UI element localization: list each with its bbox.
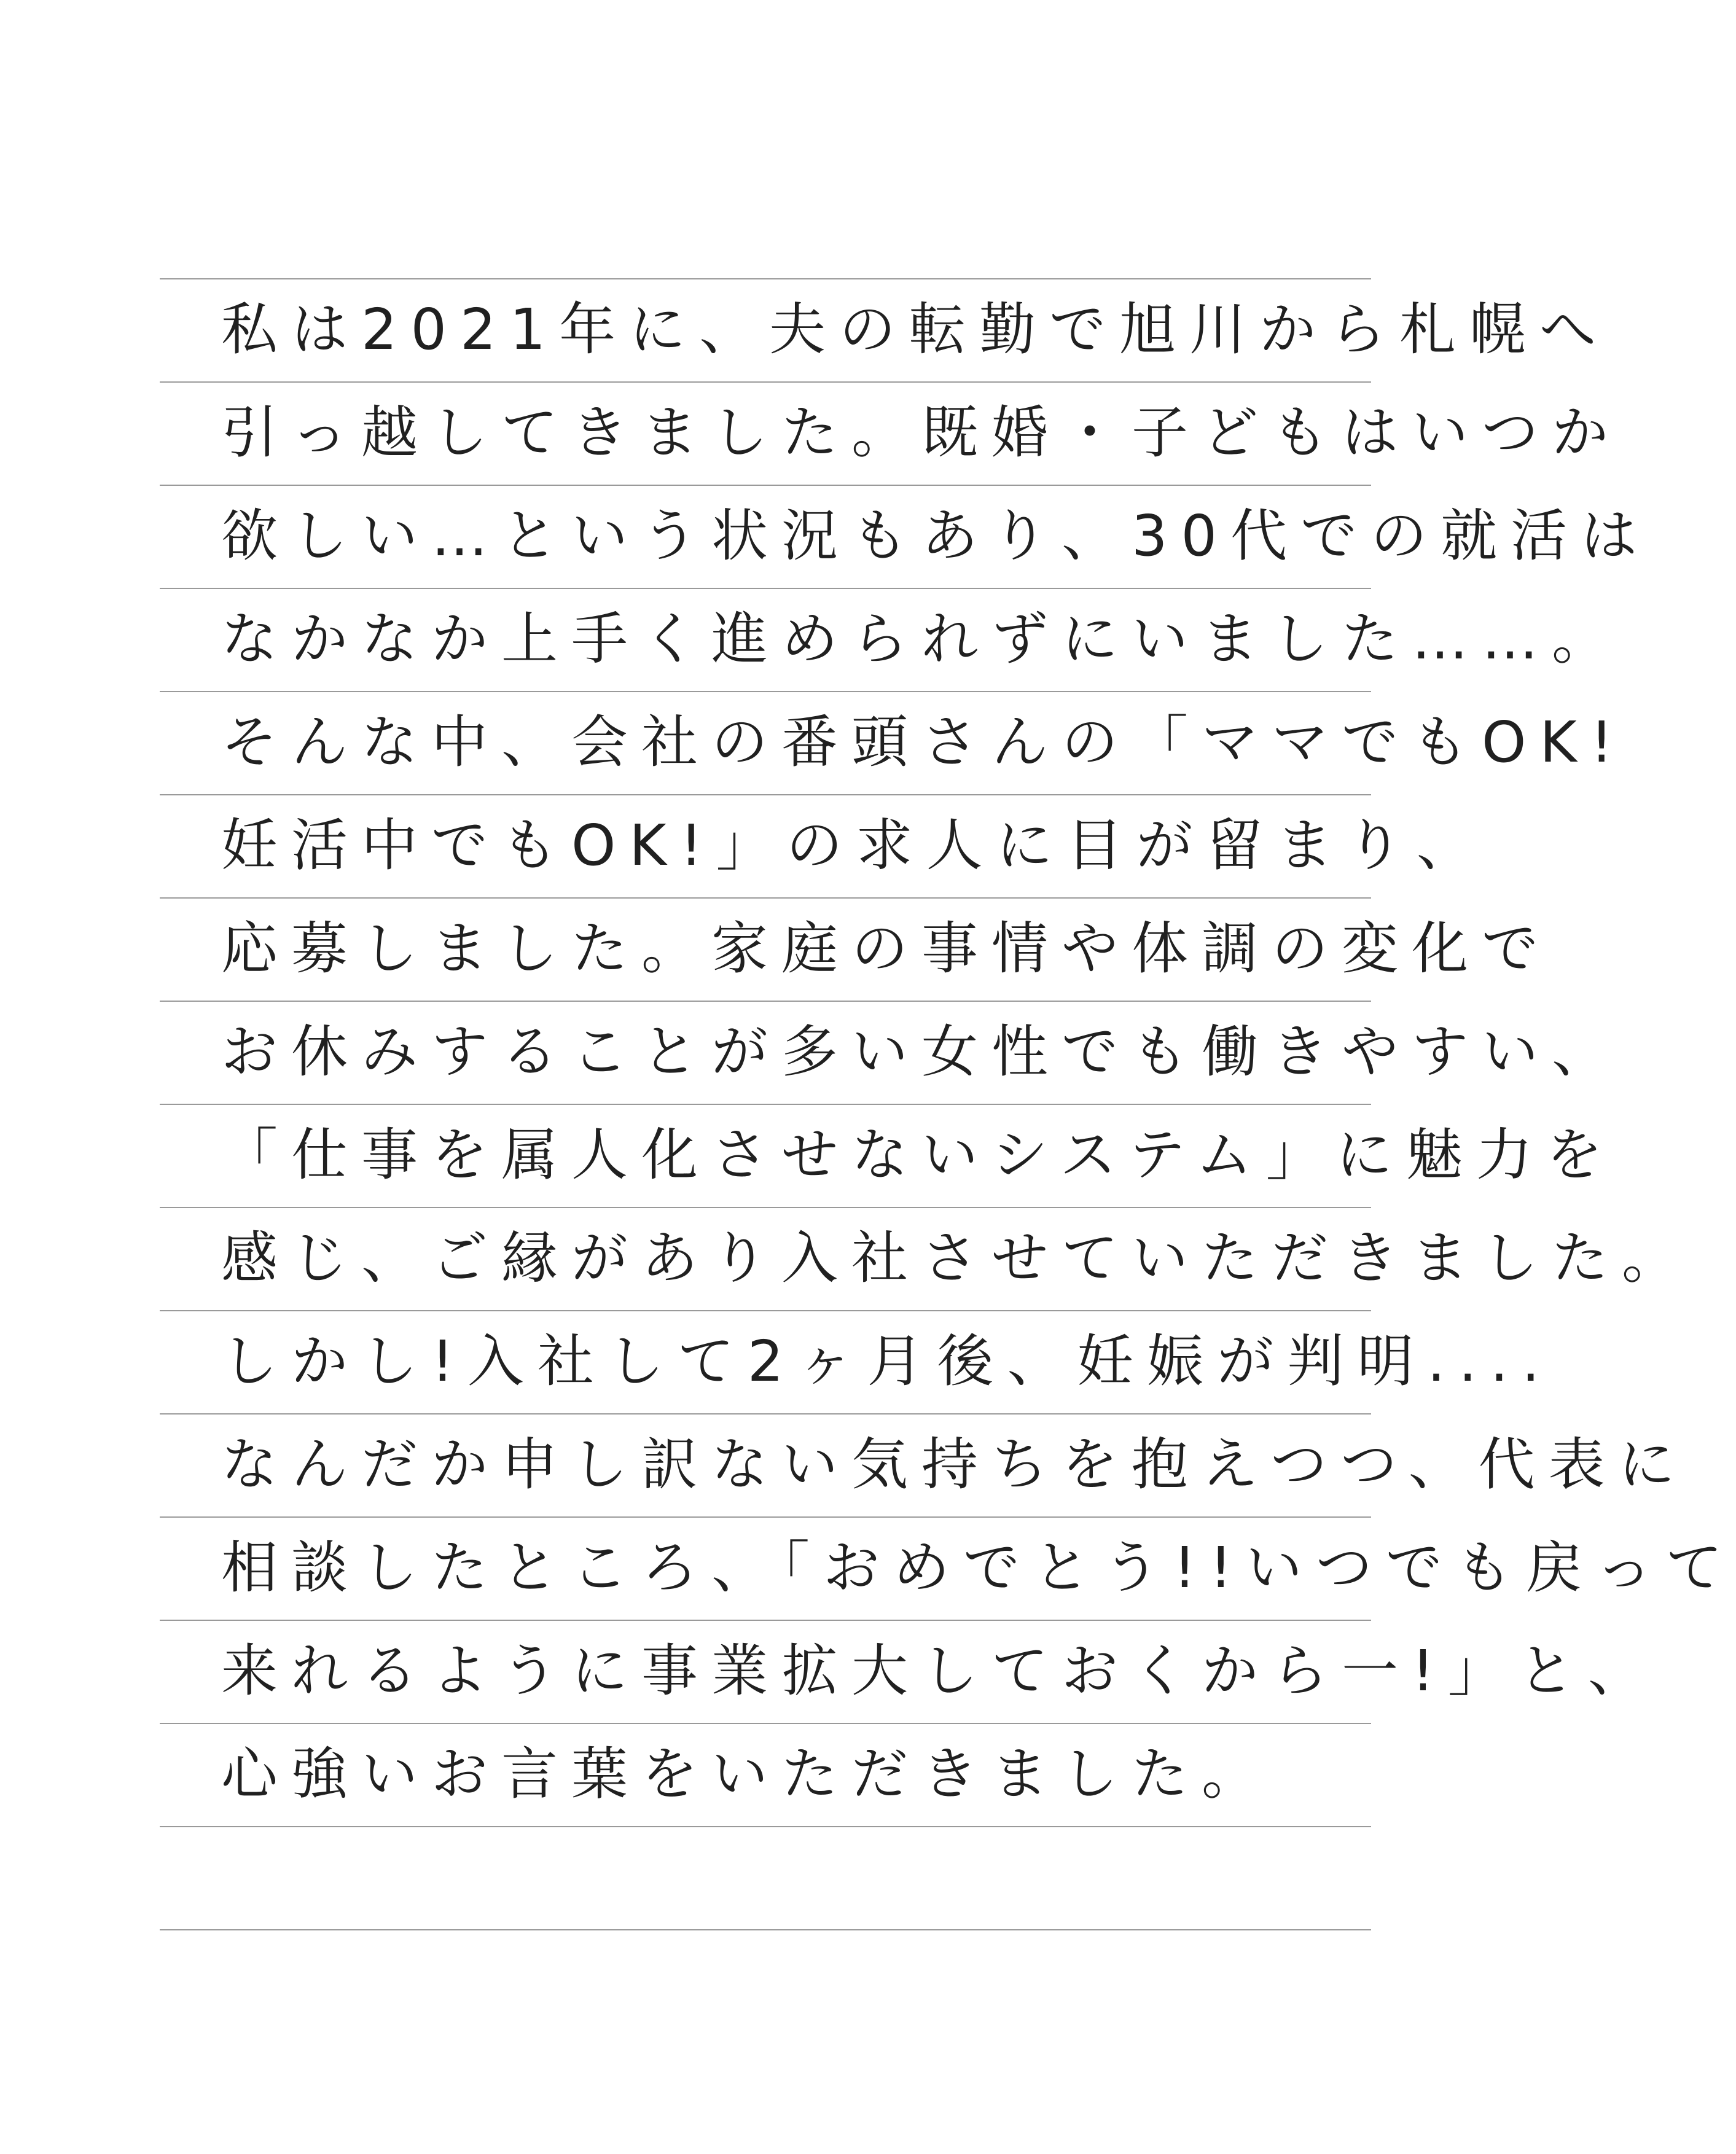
letter-line: なかなか上手く進められずにいました……。	[221, 606, 1622, 672]
letter-line: 感じ、ご縁があり入社させていただきました。	[221, 1225, 1692, 1291]
letter-line: 心強いお言葉をいただきました。	[221, 1741, 1272, 1807]
letter-line: 「仕事を属人化させないシステム」に魅力を	[221, 1122, 1616, 1188]
letter-line: 応募しました。家庭の事情や体調の変化で	[221, 916, 1552, 981]
letter-line: しかし!入社して2ヶ月後、妊娠が判明....	[221, 1329, 1554, 1394]
letter-line: 妊活中でもOK!」の求人に目が留まり、	[221, 813, 1487, 878]
letter-line: 来れるように事業拡大しておくから一!」と、	[221, 1638, 1658, 1704]
letter-line: お休みすることが多い女性でも働きやすい、	[221, 1019, 1622, 1085]
letter-line: 欲しい…という状況もあり、30代での就活は	[221, 503, 1651, 569]
letter-line: 引っ越してきました。既婚・子どもはいつか	[221, 400, 1622, 466]
letter-line: そんな中、会社の番頭さんの「ママでもOK!	[221, 709, 1627, 775]
letter-line: なんだか申し訳ない気持ちを抱えつつ、代表に	[221, 1432, 1689, 1497]
ruled-writing-area	[160, 278, 1736, 1937]
letter-line: 相談したところ、「おめでとう!!いつでも戻って	[221, 1535, 1736, 1601]
ruled-line	[160, 1929, 1371, 1930]
letter-line	[221, 1826, 1364, 1929]
letter-line: 私は2021年に、夫の転勤で旭川から札幌へ	[221, 297, 1610, 362]
